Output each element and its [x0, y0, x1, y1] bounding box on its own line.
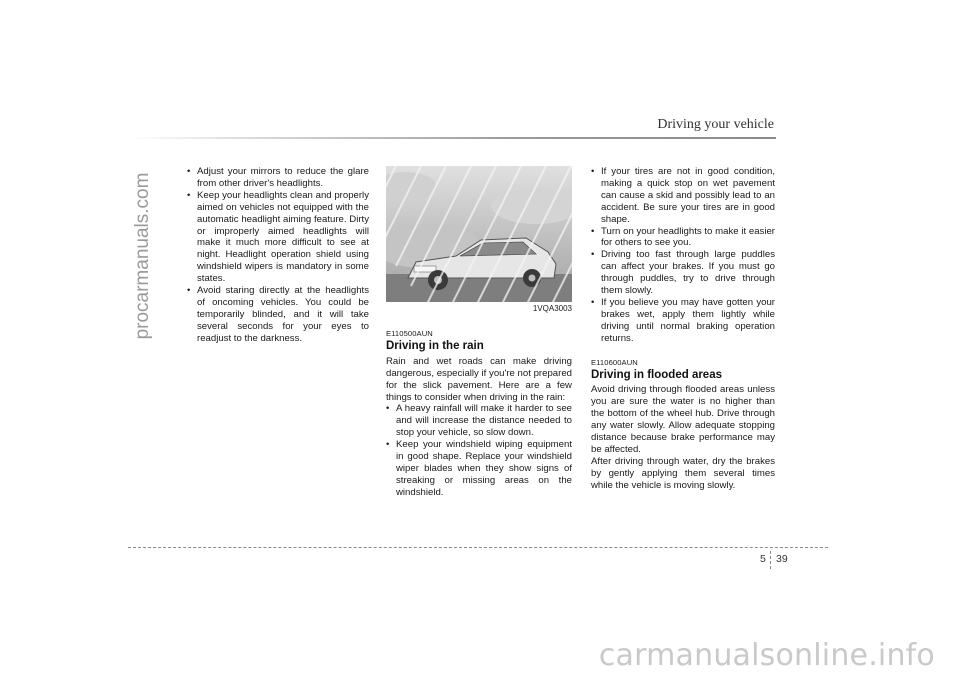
- bullet-item: • A heavy rainfall will make it harder to see and will increase the distance needed to stop your vehicle, so slow down.: [386, 403, 572, 439]
- bullet-item: • Turn on your headlights to make it easier for others to see you.: [591, 226, 775, 250]
- bullet-list: [591, 166, 775, 345]
- bullet-item: • Adjust your mirrors to reduce the glare from other driver's headlights.: [187, 166, 369, 190]
- bullet-item: • Keep your windshield wiping equipment in good shape. Replace your windshield wiper blades when they show signs of streaking or missing areas on the windshield.: [386, 439, 572, 499]
- side-watermark: procarmanuals.com: [132, 172, 153, 340]
- car-in-rain-image: [386, 166, 572, 316]
- column-1: [187, 166, 369, 345]
- paragraph: Avoid driving through flooded areas unless you are sure the water is no higher than the bottom of the wheel hub. Drive through any water slowly. Allow adequate stopping distance because brake performance may be affected.: [591, 384, 775, 455]
- section-heading: Driving in the rain: [386, 339, 484, 352]
- bullet-item: • If you believe you may have gotten your brakes wet, apply them lightly while driving until normal braking operation returns.: [591, 297, 775, 345]
- chapter-number: 5: [760, 553, 766, 565]
- footer-rule: [128, 547, 828, 548]
- section-code: E110600AUN: [591, 357, 638, 367]
- rain-driving-illustration: [386, 166, 572, 316]
- bullet-item: • Driving too fast through large puddles can affect your brakes. If you must go through puddles, try to drive through them slowly.: [591, 249, 775, 297]
- paragraph: After driving through water, dry the brakes by gently applying them several times while the vehicle is moving slowly.: [591, 455, 775, 491]
- page-number-separator: [770, 551, 771, 569]
- column-3: [591, 166, 775, 492]
- bullet-list: [386, 403, 572, 498]
- column-2: [386, 166, 572, 499]
- bottom-watermark: carmanualsonline.info: [598, 638, 935, 673]
- bullet-list: [187, 166, 369, 345]
- header-rule: [128, 137, 776, 139]
- bullet-item: • If your tires are not in good condition, making a quick stop on wet pavement can cause a skid and possibly lead to an accident. Be sure your tires are in good shape.: [591, 166, 775, 226]
- running-header-title: Driving your vehicle: [657, 117, 774, 132]
- section-intro: Rain and wet roads can make driving dangerous, especially if you're not prepared for the slick pavement. Here are a few things to consider when driving in the rain:: [386, 355, 572, 403]
- bullet-item: • Keep your headlights clean and properly aimed on vehicles not equipped with the automatic headlight aiming feature. Dirty or improperly aimed headlights will make it much more difficult to see at night. Headlight operation shield using windshield wipers is mandatory in some states.: [187, 190, 369, 285]
- bullet-item: • Avoid staring directly at the headlights of oncoming vehicles. You could be temporarily blinded, and it will take several seconds for your eyes to readjust to the darkness.: [187, 285, 369, 345]
- figure-label: 1VQA3003: [386, 302, 572, 316]
- page-number: 39: [776, 553, 788, 565]
- section-heading: Driving in flooded areas: [591, 368, 722, 381]
- section-code: E110500AUN: [386, 329, 433, 338]
